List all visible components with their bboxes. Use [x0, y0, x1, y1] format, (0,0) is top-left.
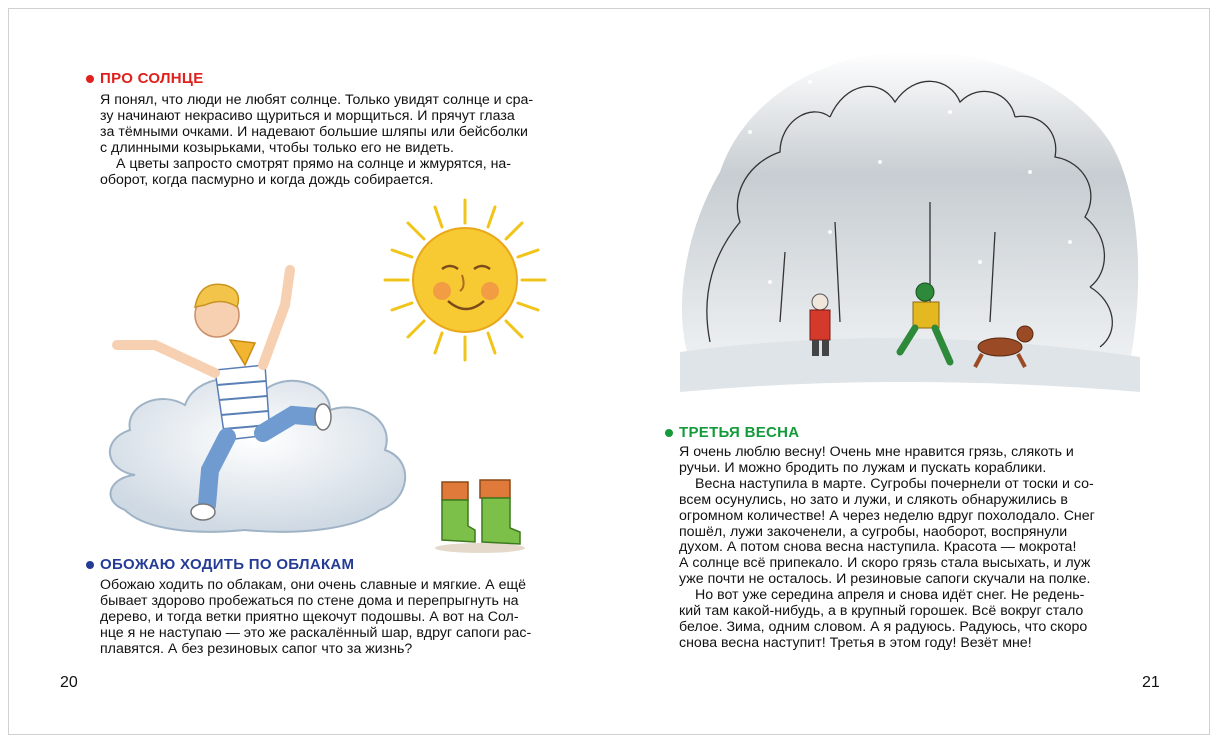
- text-line: А солнце всё припекало. И скоро грязь стала высыхать, и луж: [679, 555, 1091, 572]
- heading-text: ТРЕТЬЯ ВЕСНА: [679, 424, 800, 441]
- heading-text: ОБОЖАЮ ХОДИТЬ ПО ОБЛАКАМ: [100, 556, 355, 573]
- text-line: белое. Зима, одним словом. А я радуюсь. Радуюсь, что скоро: [679, 618, 1088, 635]
- winter-scene-illustration: [630, 22, 1170, 412]
- rubber-boots-illustration: [430, 470, 530, 555]
- text-line: Обожаю ходить по облакам, они очень славные и мягкие. А ещё: [100, 577, 527, 593]
- boot-right: [480, 480, 520, 544]
- section-heading-pro-solntse: [86, 70, 204, 87]
- page-number-left: 20: [60, 674, 78, 691]
- text-line: кий там какой-нибудь, а в крупный горошек. Всё вокруг стало: [679, 603, 1084, 620]
- text-line: уже почти не осталось. И резиновые сапоги скучали на полке.: [679, 571, 1091, 588]
- bullet-dot-blue: [86, 561, 94, 569]
- text-line: оборот, когда пасмурно и когда дождь собирается.: [100, 171, 434, 188]
- text-line: ручьи. И можно бродить по лужам и пускать кораблики.: [679, 459, 1047, 476]
- text-line: Но вот уже середина апреля и снова идёт снег. Не редень-: [695, 587, 1085, 604]
- sun-cheek-right: [481, 282, 499, 300]
- sun-cheek-left: [433, 282, 451, 300]
- text-line: дерево, и тогда ветки приятно щекочут подошвы. А вот на Сол-: [100, 608, 519, 625]
- text-line: снова весна наступит! Третья в этом году! Везёт мне!: [679, 634, 1032, 651]
- text-line: нце я не наступаю — это же раскалённый шар, вдруг сапоги рас-: [100, 624, 532, 641]
- page-number-right: 21: [1142, 674, 1160, 691]
- text-line: А цветы запросто смотрят прямо на солнце и жмурятся, на-: [116, 155, 512, 172]
- text-line: огромном количестве! А через неделю вдруг похолодало. Снег: [679, 507, 1095, 524]
- boy-on-cloud-illustration: [95, 245, 425, 545]
- text-line: духом. А потом снова весна наступила. Красота — мокрота!: [679, 539, 1077, 556]
- paragraph-pro-solntse: [100, 93, 540, 188]
- text-line: пошёл, лужи закоченели, а сугробы, наоборот, воспрянули: [679, 523, 1068, 540]
- paragraph-tretya-vesna: [679, 445, 1125, 652]
- paragraph-oblaka: [100, 578, 540, 658]
- text-line: зу начинают некрасиво щуриться и морщиться. И прячут глаза: [100, 107, 515, 124]
- section-heading-tretya-vesna: [665, 424, 799, 441]
- text-line: с длинными козырьками, чтобы только его не видеть.: [100, 139, 454, 156]
- text-line: за тёмными очками. И надевают большие шляпы или бейсболки: [100, 123, 528, 140]
- text-line: Весна наступила в марте. Сугробы почернели от тоски и со-: [695, 475, 1094, 492]
- bullet-dot-red: [86, 75, 94, 83]
- text-line: плавятся. А без резиновых сапог что за жизнь?: [100, 640, 413, 657]
- text-line: Я очень люблю весну! Очень мне нравится грязь, слякоть и: [679, 444, 1074, 460]
- text-line: всем осунулись, но зато и лужи, и слякоть обнаружились в: [679, 491, 1068, 508]
- sun-face: [413, 228, 517, 332]
- bullet-dot-green: [665, 429, 673, 437]
- text-line: Я понял, что люди не любят солнце. Только увидят солнце и сра-: [100, 92, 534, 108]
- heading-text: ПРО СОЛНЦЕ: [100, 70, 204, 87]
- boot-left: [442, 482, 475, 542]
- section-heading-oblaka: [86, 556, 354, 573]
- text-line: бывает здорово пробежаться по стене дома и перепрыгнуть на: [100, 592, 519, 609]
